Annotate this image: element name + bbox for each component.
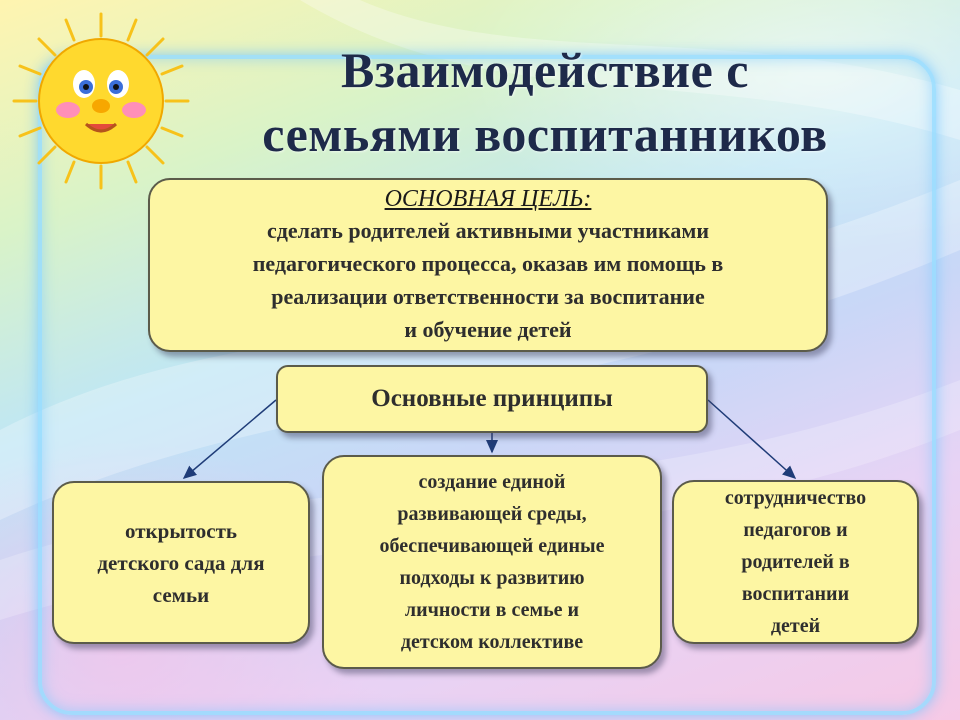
arrow-to-principle-3	[708, 400, 795, 478]
goal-line: педагогического процесса, оказав им помощь в	[252, 251, 724, 276]
title-line-2: семьями воспитанников	[262, 106, 828, 162]
principle-box-1	[52, 481, 310, 644]
title-line-1: Взаимодействие с	[341, 42, 749, 98]
principle-line: педагогов и	[743, 519, 848, 541]
principle-line: родителей в	[741, 551, 850, 573]
principle-line: развивающей среды,	[397, 503, 587, 525]
principle-line: детского сада для	[97, 550, 265, 575]
principle-line: обеспечивающей единые	[379, 535, 605, 557]
principle-line: детей	[770, 615, 821, 637]
principles-label: Основные принципы	[371, 385, 613, 412]
principle-line: открытость	[125, 518, 237, 543]
principles-box	[276, 365, 708, 433]
goal-line: и обучение детей	[404, 317, 572, 342]
principle-line: создание единой	[418, 471, 566, 493]
principle-line: сотрудничество	[724, 487, 867, 509]
principle-line: подходы к развитию	[399, 567, 585, 589]
principle-box-2	[322, 455, 662, 669]
goal-line: реализации ответственности за воспитание	[271, 284, 705, 309]
principle-line: воспитании	[741, 583, 850, 605]
goal-line: сделать родителей активными участниками	[266, 218, 709, 243]
principle-line: детском коллективе	[400, 631, 584, 653]
principle-box-3	[672, 480, 919, 644]
principle-line: личности в семье и	[404, 599, 580, 621]
principle-line: семьи	[152, 582, 210, 607]
arrow-to-principle-1	[184, 400, 276, 478]
goal-heading: ОСНОВНАЯ ЦЕЛЬ:	[384, 186, 592, 212]
